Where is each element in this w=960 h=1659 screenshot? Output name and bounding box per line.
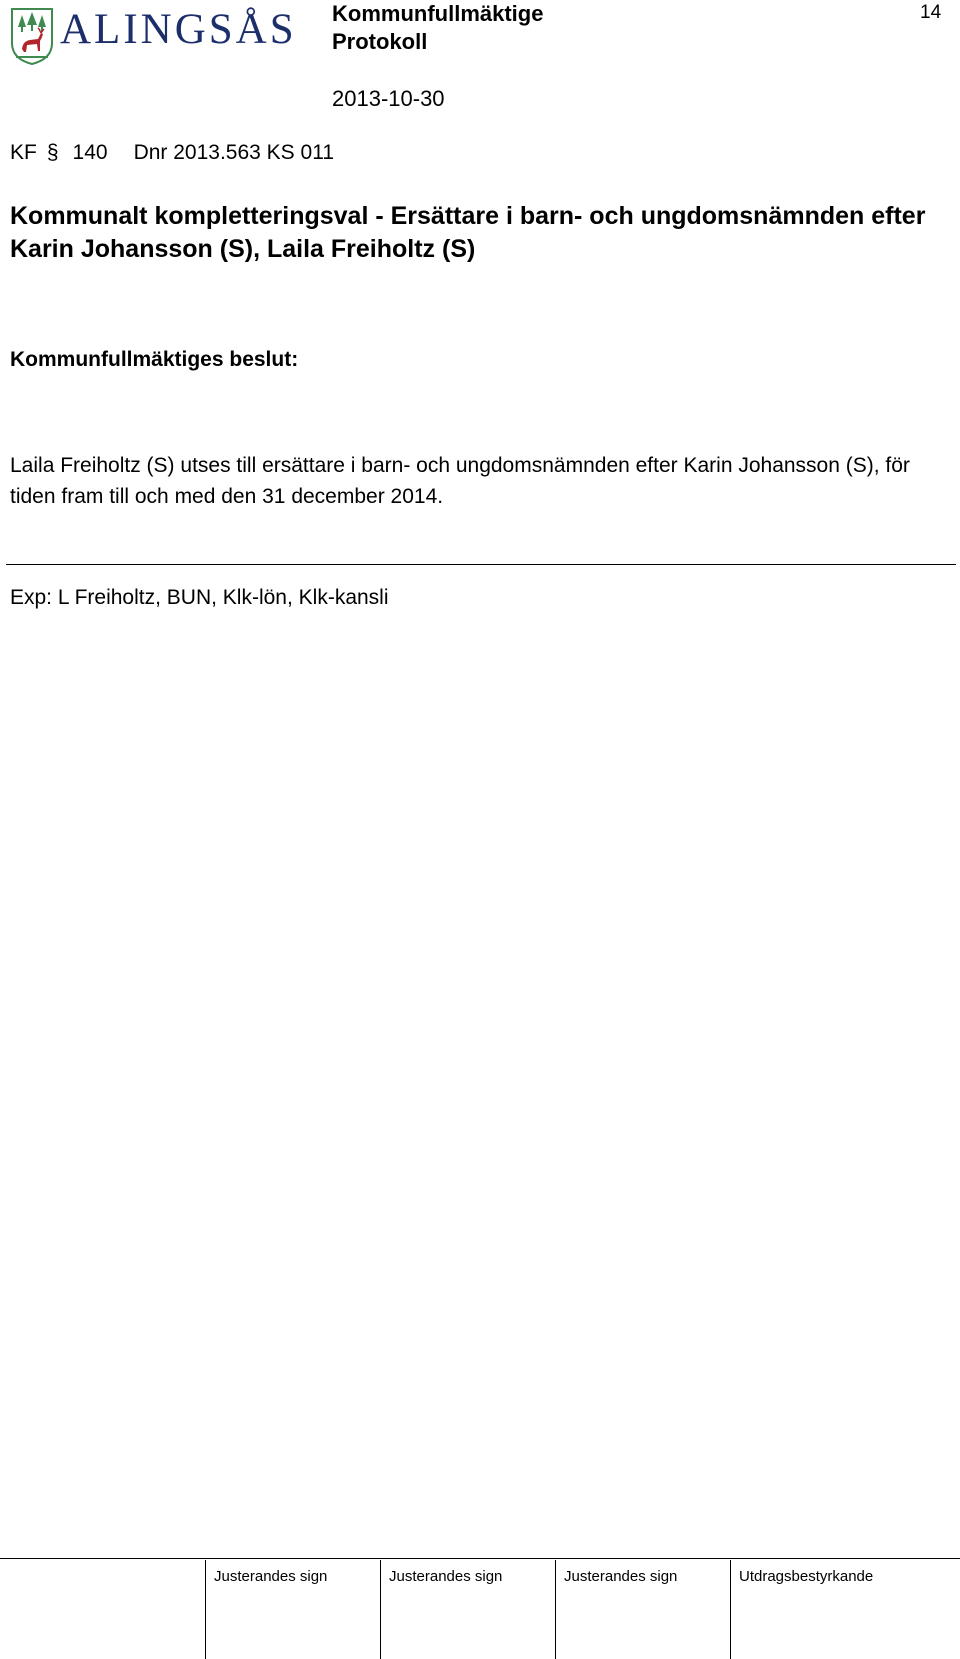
footer-column-separator (380, 1560, 381, 1659)
footer-column-separator (205, 1560, 206, 1659)
signature-box-label: Utdragsbestyrkande (739, 1568, 874, 1585)
decision-text: Laila Freiholtz (S) utses till ersättare i barn- och ungdomsnämnden efter Karin Johansson (S), för tiden fram till och med den 31 december 2014. (10, 454, 910, 508)
signature-box-label: Justerandes sign (564, 1568, 678, 1585)
header-title: Kommunfullmäktige (332, 1, 544, 26)
document-title: Kommunalt kompletteringsval - Ersättare i barn- och ungdomsnämnden efter Karin Johansson (S), Laila Freiholtz (S) (10, 202, 926, 263)
signature-box-label: Justerandes sign (389, 1568, 503, 1585)
signature-box-label: Justerandes sign (214, 1568, 328, 1585)
paragraph-number: 140 (72, 141, 108, 164)
footer-divider (0, 1558, 960, 1559)
coat-of-arms-icon (10, 7, 54, 65)
header-subtitle: Protokoll (332, 29, 428, 54)
meeting-date: 2013-10-30 (332, 86, 445, 111)
footer-column-separator (555, 1560, 556, 1659)
decision-heading: Kommunfullmäktiges beslut: (10, 348, 299, 371)
diary-number: Dnr 2013.563 KS 011 (133, 141, 335, 164)
reference-body: KF (10, 141, 37, 164)
logo-wordmark: ALINGSÅS (60, 6, 297, 53)
section-sign: § (46, 141, 59, 164)
divider (6, 564, 956, 565)
expedition-list: Exp: L Freiholtz, BUN, Klk-lön, Klk-kansli (10, 586, 389, 609)
municipality-logo (10, 4, 310, 64)
footer-column-separator (730, 1560, 731, 1659)
page-number: 14 (920, 2, 942, 23)
case-reference (10, 140, 334, 166)
